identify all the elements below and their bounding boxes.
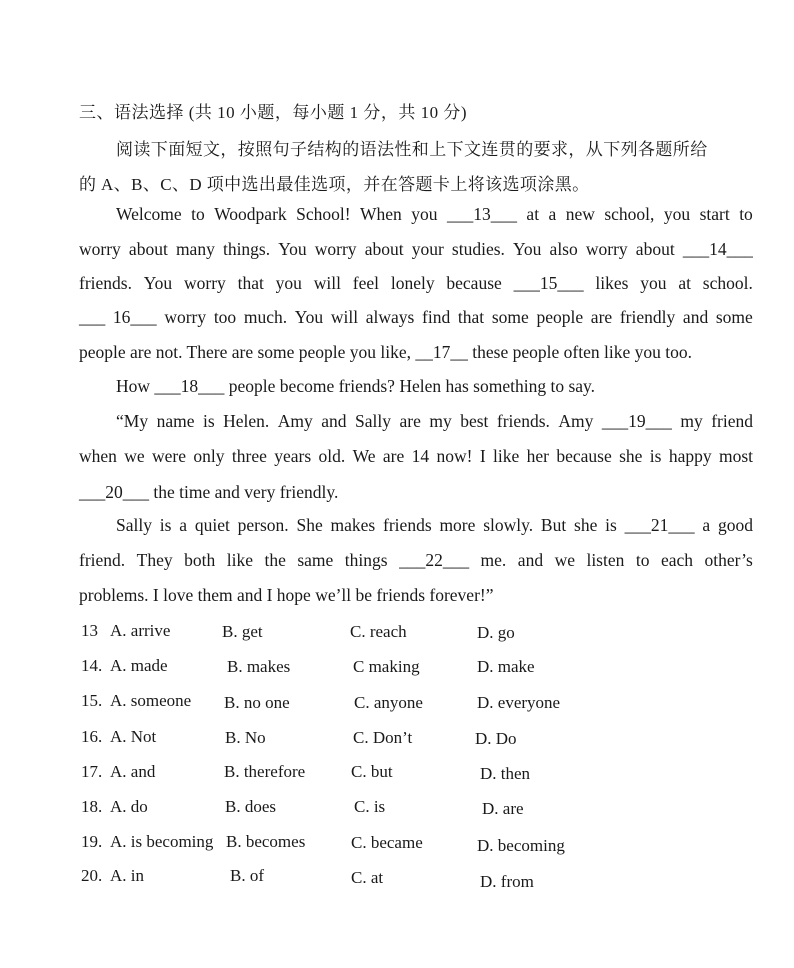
passage-line: “My name is Helen. Amy and Sally are my best friends. Amy ___19___ my friend: [116, 411, 753, 431]
passage-line: How ___18___ people become friends? Helen has something to say.: [116, 376, 596, 396]
question-number: 20.: [81, 866, 103, 885]
option-a[interactable]: A. do: [110, 797, 148, 816]
option-b[interactable]: B. does: [225, 797, 276, 816]
question-number: 13: [81, 621, 98, 640]
instruction-line-1: 阅读下面短文，按照句子结构的语法性和上下文连贯的要求，从下列各题所给: [116, 140, 708, 159]
option-d[interactable]: D. from: [480, 872, 534, 891]
passage-line: Welcome to Woodpark School! When you ___13___ at a new school, you start to: [116, 204, 753, 224]
passage-line: when we were only three years old. We are 14 now! I like her because she is happy most: [79, 446, 753, 466]
option-a[interactable]: A. made: [110, 656, 168, 675]
option-c[interactable]: C. Don’t: [353, 728, 413, 747]
passage-line: ___20___ the time and very friendly.: [79, 482, 339, 502]
option-b[interactable]: B. No: [225, 728, 266, 747]
question-number: 16.: [81, 727, 103, 746]
passage-line: people are not. There are some people you like, __17__ these people often like you too.: [79, 342, 692, 362]
option-c[interactable]: C. anyone: [354, 693, 423, 712]
question-number: 19.: [81, 832, 103, 851]
option-a[interactable]: A. arrive: [110, 621, 171, 640]
option-c[interactable]: C. reach: [350, 622, 407, 641]
option-b[interactable]: B. makes: [227, 657, 291, 676]
passage-line: Sally is a quiet person. She makes friends more slowly. But she is ___21___ a good: [116, 515, 753, 535]
question-number: 17.: [81, 762, 103, 781]
option-b[interactable]: B. of: [230, 866, 264, 885]
passage-line: problems. I love them and I hope we’ll be friends forever!”: [79, 585, 494, 605]
option-d[interactable]: D. then: [480, 764, 531, 783]
option-d[interactable]: D. make: [477, 657, 535, 676]
option-c[interactable]: C. became: [351, 833, 423, 852]
option-d[interactable]: D. Do: [475, 729, 517, 748]
section-title: 三、语法选择 (共 10 小题，每小题 1 分，共 10 分): [79, 103, 468, 122]
option-c[interactable]: C. at: [351, 868, 384, 887]
option-b[interactable]: B. therefore: [224, 762, 306, 781]
option-b[interactable]: B. becomes: [226, 832, 306, 851]
question-number: 18.: [81, 797, 103, 816]
passage-line: friend. They both like the same things ___22___ me. and we listen to each other’s: [79, 550, 753, 570]
question-number: 14.: [81, 656, 103, 675]
option-a[interactable]: A. is becoming: [110, 832, 214, 851]
option-a[interactable]: A. Not: [110, 727, 157, 746]
passage-line: friends. You worry that you will feel lonely because ___15___ likes you at school.: [79, 273, 753, 293]
option-d[interactable]: D. go: [477, 623, 515, 642]
option-c[interactable]: C making: [353, 657, 420, 676]
instruction-line-2: 的 A、B、C、D 项中选出最佳选项，并在答题卡上将该选项涂黑。: [79, 175, 590, 194]
option-d[interactable]: D. everyone: [477, 693, 561, 712]
option-c[interactable]: C. is: [354, 797, 386, 816]
option-b[interactable]: B. get: [222, 622, 263, 641]
option-b[interactable]: B. no one: [224, 693, 290, 712]
passage-line: worry about many things. You worry about your studies. You also worry about ___14___: [79, 239, 753, 259]
option-d[interactable]: D. becoming: [477, 836, 565, 855]
passage-line: ___ 16___ worry too much. You will always find that some people are friendly and some: [79, 307, 753, 327]
question-number: 15.: [81, 691, 103, 710]
option-a[interactable]: A. in: [110, 866, 144, 885]
option-a[interactable]: A. someone: [110, 691, 192, 710]
option-d[interactable]: D. are: [482, 799, 524, 818]
option-a[interactable]: A. and: [110, 762, 156, 781]
option-c[interactable]: C. but: [351, 762, 393, 781]
